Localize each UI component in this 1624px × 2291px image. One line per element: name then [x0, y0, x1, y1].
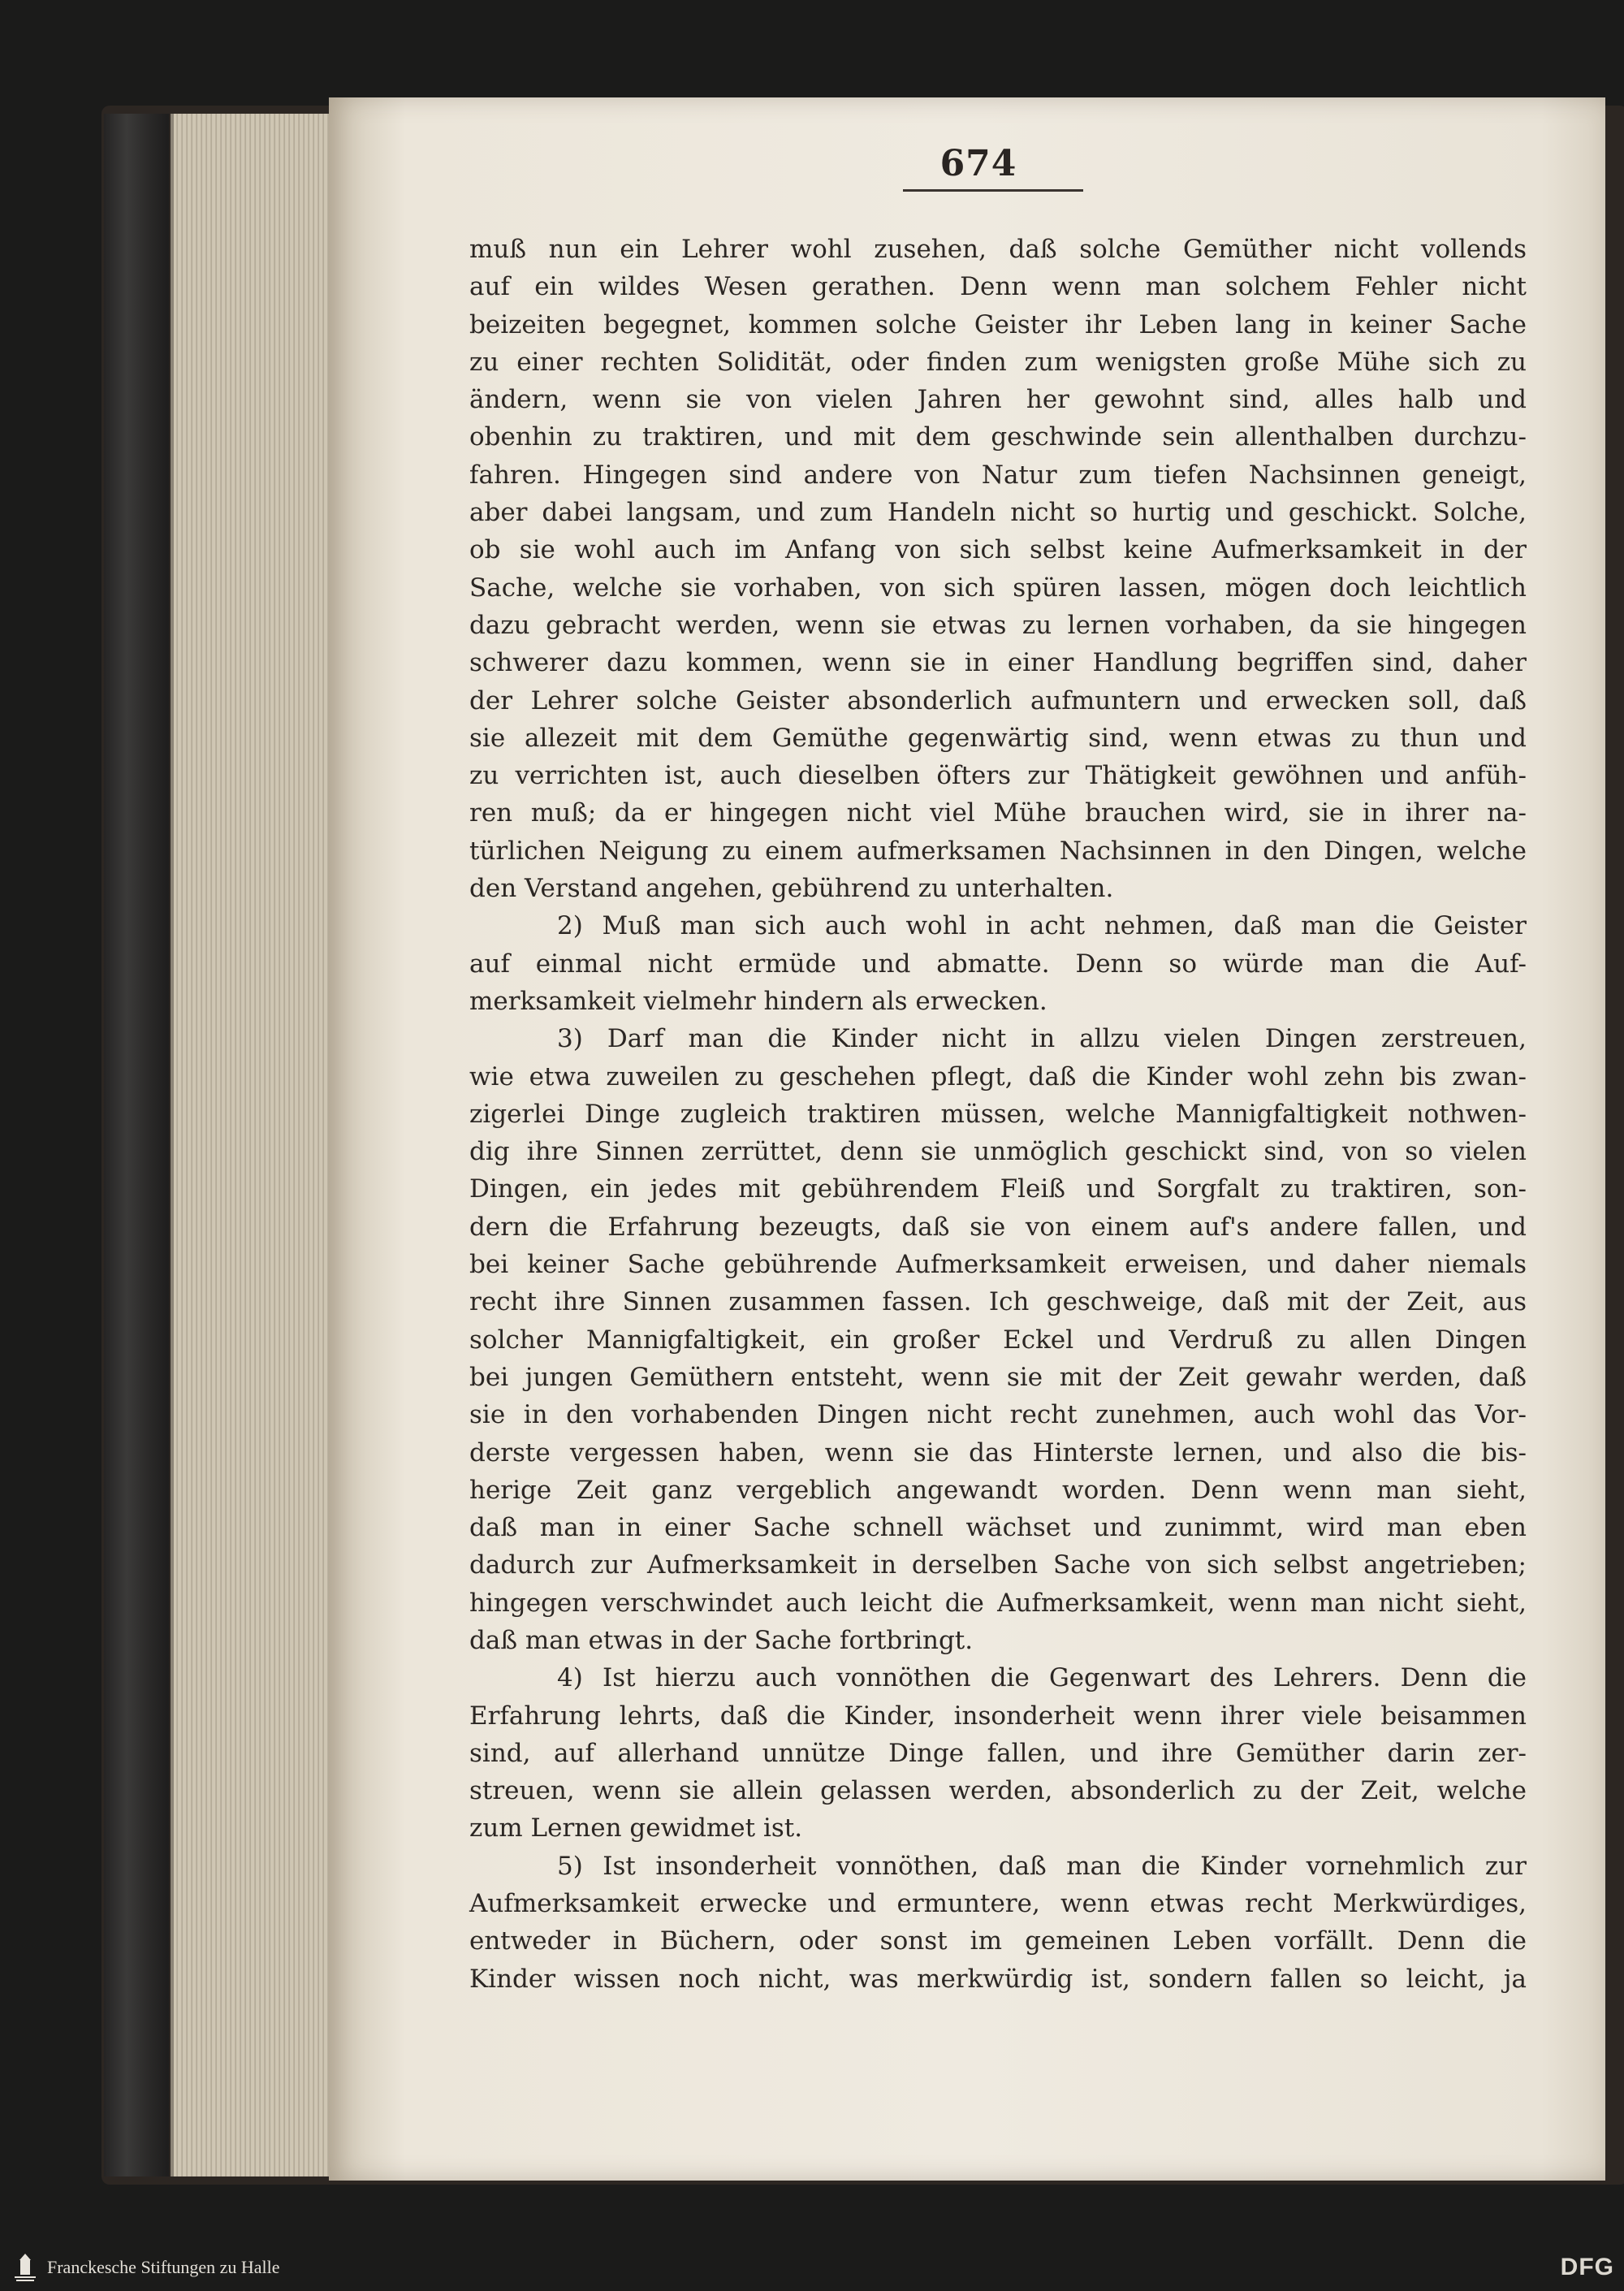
text-line: sie in den vorhabenden Dingen nicht recht zunehmen, auch wohl das Vor-: [469, 1400, 1527, 1430]
text-line: recht ihre Sinnen zusammen fassen. Ich geschweige, daß mit der Zeit, aus: [469, 1287, 1527, 1317]
text-line: muß nun ein Lehrer wohl zusehen, daß solche Gemüther nicht vollends: [469, 235, 1527, 264]
text-line: ändern, wenn sie von vielen Jahren her gewohnt sind, alles halb und: [469, 385, 1527, 415]
text-line: fahren. Hingegen sind andere von Natur zum tiefen Nachsinnen geneigt,: [469, 460, 1527, 490]
dfg-logo: DFG: [1560, 2254, 1614, 2280]
text-line: solcher Mannigfaltigkeit, ein großer Eckel und Verdruß zu allen Dingen: [469, 1325, 1527, 1355]
text-line: obenhin zu traktiren, und mit dem geschwinde sein allenthalben durchzu-: [469, 422, 1527, 452]
text-line: dern die Erfahrung bezeugts, daß sie von einem auf's andere fallen, und: [469, 1212, 1527, 1242]
text-line: hingegen verschwindet auch leicht die Aufmerksamkeit, wenn man nicht sieht,: [469, 1588, 1527, 1618]
text-line: Kinder wissen noch nicht, was merkwürdig ist, sondern fallen so leicht, ja: [469, 1964, 1527, 1994]
text-line: herige Zeit ganz vergeblich angewandt worden. Denn wenn man sieht,: [469, 1475, 1527, 1505]
text-line: türlichen Neigung zu einem aufmerksamen Nachsinnen in den Dingen, welche: [469, 836, 1527, 866]
text-line: bei keiner Sache gebührende Aufmerksamkeit erweisen, und daher niemals: [469, 1250, 1527, 1280]
text-line: Dingen, ein jedes mit gebührendem Fleiß und Sorgfalt zu traktiren, son-: [469, 1174, 1527, 1204]
text-line: auf einmal nicht ermüde und abmatte. Denn so würde man die Auf-: [469, 949, 1527, 979]
text-line: Erfahrung lehrts, daß die Kinder, insonderheit wenn ihrer viele beisammen: [469, 1701, 1527, 1731]
text-line: zu verrichten ist, auch dieselben öfters zur Thätigkeit gewöhnen und anfüh-: [469, 761, 1527, 791]
text-line: den Verstand angehen, gebührend zu unterhalten.: [469, 874, 1114, 904]
page-edges: [171, 114, 336, 2176]
text-line: Sache, welche sie vorhaben, von sich spüren lassen, mögen doch leichtlich: [469, 573, 1527, 603]
text-line: Aufmerksamkeit erwecke und ermuntere, wenn etwas recht Merkwürdiges,: [469, 1889, 1527, 1919]
text-line: der Lehrer solche Geister absonderlich aufmuntern und erwecken soll, daß: [469, 685, 1527, 715]
viewer-footer: [0, 2246, 1624, 2291]
text-line: 3) Darf man die Kinder nicht in allzu vielen Dingen zerstreuen,: [557, 1024, 1527, 1054]
text-line: zigerlei Dinge zugleich traktiren müssen, welche Mannigfaltigkeit nothwen-: [469, 1099, 1527, 1129]
book-spine: [104, 114, 169, 2176]
institution-name: Franckesche Stiftungen zu Halle: [47, 2257, 280, 2277]
text-line: entweder in Büchern, oder sonst im gemeinen Leben vorfällt. Denn die: [469, 1926, 1527, 1956]
text-line: dazu gebracht werden, wenn sie etwas zu lernen vorhaben, da sie hingegen: [469, 610, 1527, 640]
text-line: daß man in einer Sache schnell wächset und zunimmt, wird man eben: [469, 1513, 1527, 1543]
text-line: aber dabei langsam, und zum Handeln nicht so hurtig und geschickt. Solche,: [469, 498, 1527, 528]
text-line: wie etwa zuweilen zu geschehen pflegt, daß die Kinder wohl zehn bis zwan-: [469, 1061, 1527, 1091]
page-number: 674: [939, 143, 1017, 184]
foundation-logo-icon: [11, 2252, 39, 2285]
text-line: 5) Ist insonderheit vonnöthen, daß man die Kinder vornehmlich zur: [557, 1851, 1527, 1881]
text-line: schwerer dazu kommen, wenn sie in einer Handlung begriffen sind, daher: [469, 648, 1527, 678]
body-text: [469, 231, 1527, 1998]
text-line: sind, auf allerhand unnütze Dinge fallen, und ihre Gemüther darin zer-: [469, 1738, 1527, 1768]
text-line: dig ihre Sinnen zerrüttet, denn sie unmöglich geschickt sind, von so vielen: [469, 1137, 1527, 1167]
text-line: 4) Ist hierzu auch vonnöthen die Gegenwart des Lehrers. Denn die: [557, 1663, 1527, 1693]
text-line: auf ein wildes Wesen gerathen. Denn wenn man solchem Fehler nicht: [469, 272, 1527, 302]
text-line: ob sie wohl auch im Anfang von sich selbst keine Aufmerksamkeit in der: [469, 535, 1527, 565]
text-line: 2) Muß man sich auch wohl in acht nehmen, daß man die Geister: [557, 911, 1527, 941]
text-line: derste vergessen haben, wenn sie das Hinterste lernen, und also die bis-: [469, 1437, 1527, 1468]
text-line: bei jungen Gemüthern entsteht, wenn sie mit der Zeit gewahr werden, daß: [469, 1362, 1527, 1392]
text-line: zum Lernen gewidmet ist.: [469, 1813, 803, 1844]
text-line: ren muß; da er hingegen nicht viel Mühe brauchen wird, sie in ihrer na-: [469, 798, 1527, 828]
header-rule: [903, 189, 1083, 192]
text-line: zu einer rechten Solidität, oder finden zum wenigsten große Mühe sich zu: [469, 347, 1527, 377]
text-line: sie allezeit mit dem Gemüthe gegenwärtig sind, wenn etwas zu thun und: [469, 723, 1527, 753]
text-line: streuen, wenn sie allein gelassen werden, absonderlich zu der Zeit, welche: [469, 1776, 1527, 1806]
text-line: dadurch zur Aufmerksamkeit in derselben Sache von sich selbst angetrieben;: [469, 1550, 1527, 1580]
text-line: merksamkeit vielmehr hindern als erwecken.: [469, 986, 1047, 1016]
text-line: beizeiten begegnet, kommen solche Geister ihr Leben lang in keiner Sache: [469, 309, 1527, 339]
text-line: daß man etwas in der Sache fortbringt.: [469, 1625, 974, 1655]
